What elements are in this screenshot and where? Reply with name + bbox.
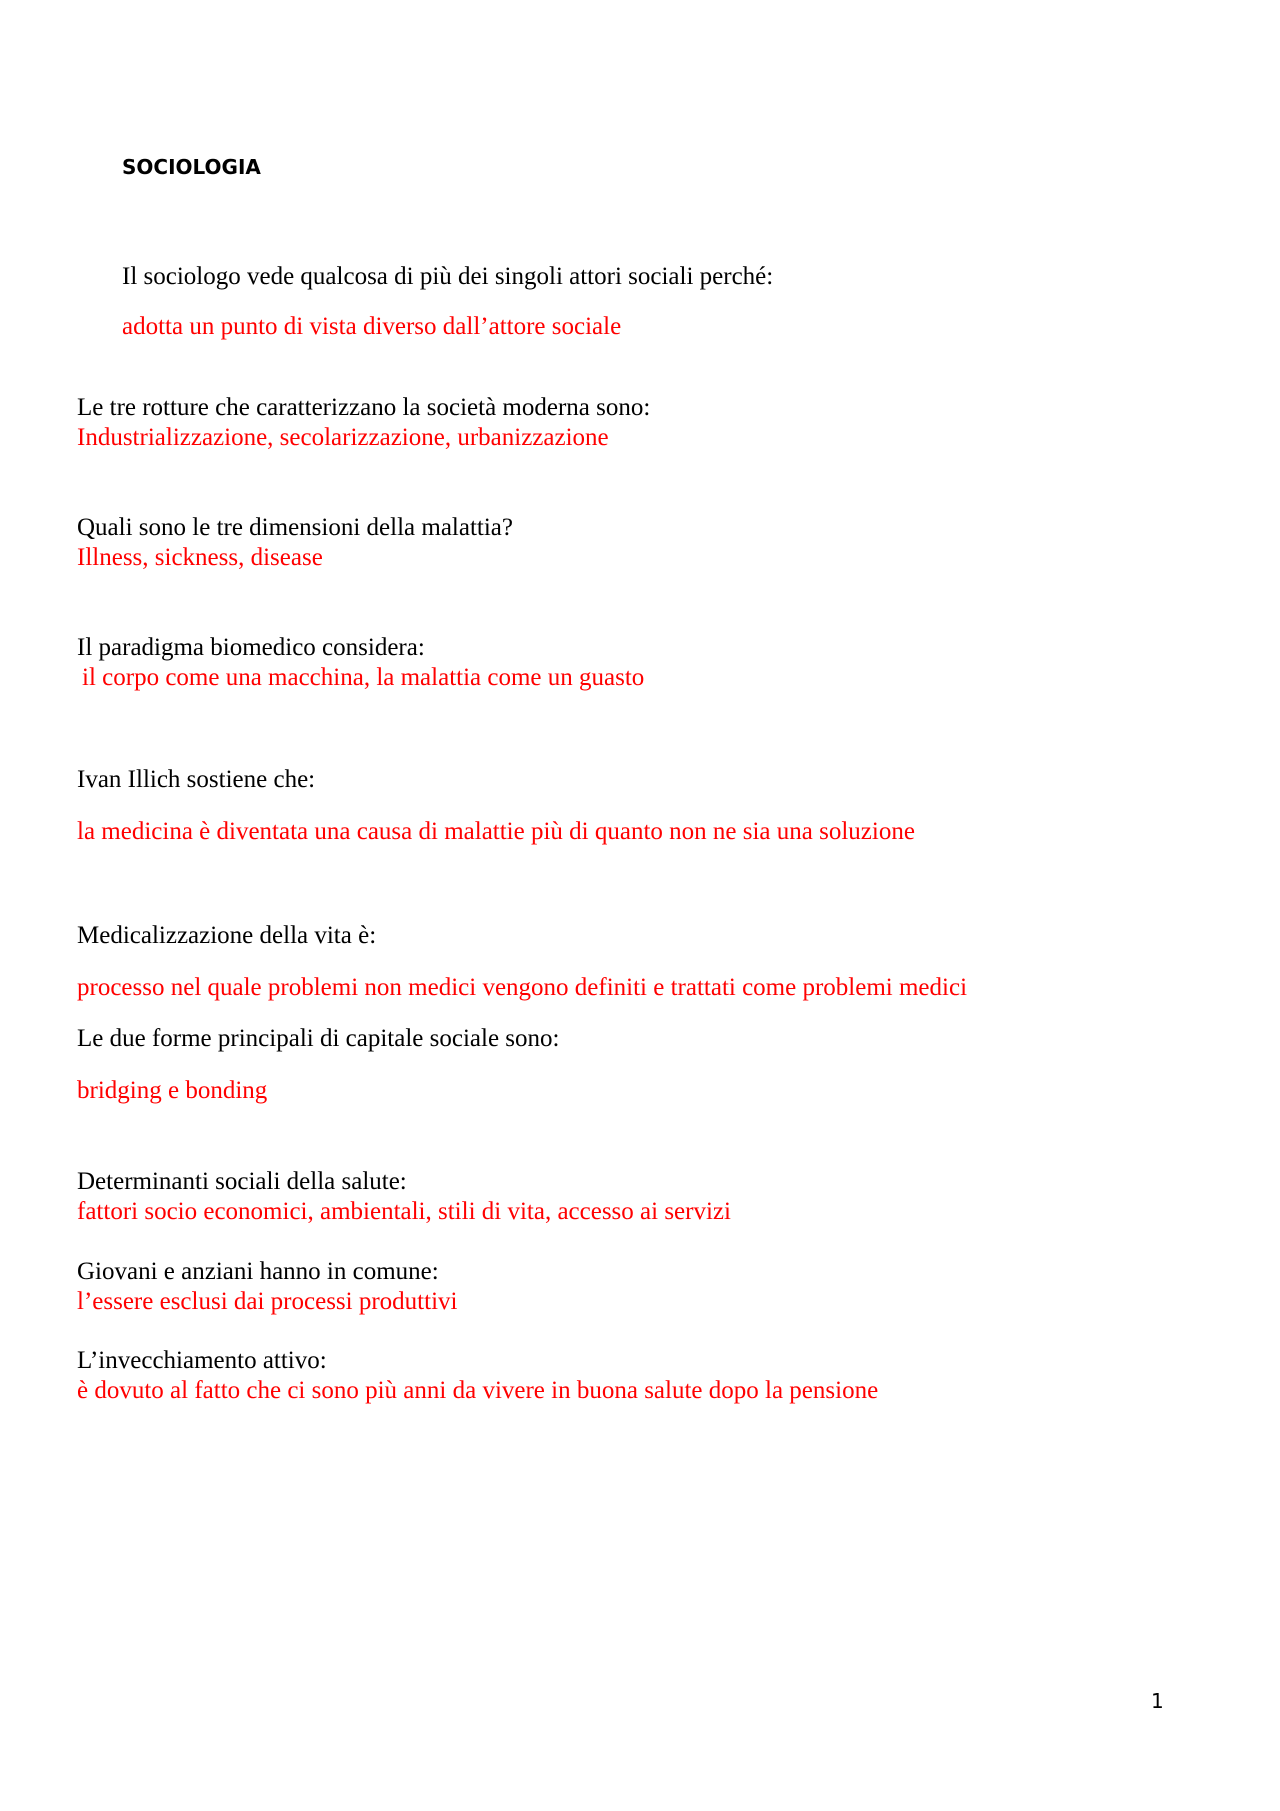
answer-2: Industrializzazione, secolarizzazione, urbanizzazione: [77, 424, 609, 451]
answer-7: bridging e bonding: [77, 1077, 268, 1104]
page-number: 1: [1151, 1689, 1164, 1713]
answer-4: il corpo come una macchina, la malattia come un guasto: [82, 664, 645, 691]
answer-10: è dovuto al fatto che ci sono più anni da vivere in buona salute dopo la pensione: [77, 1377, 879, 1404]
question-8: Determinanti sociali della salute:: [77, 1168, 407, 1195]
question-9: Giovani e anziani hanno in comune:: [77, 1258, 439, 1285]
answer-8: fattori socio economici, ambientali, stili di vita, accesso ai servizi: [77, 1198, 731, 1225]
question-3: Quali sono le tre dimensioni della malattia?: [77, 514, 513, 541]
question-6: Medicalizzazione della vita è:: [77, 922, 377, 949]
question-5: Ivan Illich sostiene che:: [77, 766, 316, 793]
question-1: Il sociologo vede qualcosa di più dei singoli attori sociali perché:: [122, 263, 774, 290]
answer-6: processo nel quale problemi non medici vengono definiti e trattati come problemi medici: [77, 974, 968, 1001]
answer-5: la medicina è diventata una causa di malattie più di quanto non ne sia una soluzione: [77, 818, 915, 845]
question-10: L’invecchiamento attivo:: [77, 1347, 327, 1374]
answer-9: l’essere esclusi dai processi produttivi: [77, 1288, 458, 1315]
answer-3: Illness, sickness, disease: [77, 544, 323, 571]
question-7: Le due forme principali di capitale sociale sono:: [77, 1025, 560, 1052]
question-4: Il paradigma biomedico considera:: [77, 634, 425, 661]
answer-1: adotta un punto di vista diverso dall’attore sociale: [122, 313, 622, 340]
question-2: Le tre rotture che caratterizzano la società moderna sono:: [77, 394, 651, 421]
document-title: SOCIOLOGIA: [122, 155, 261, 179]
